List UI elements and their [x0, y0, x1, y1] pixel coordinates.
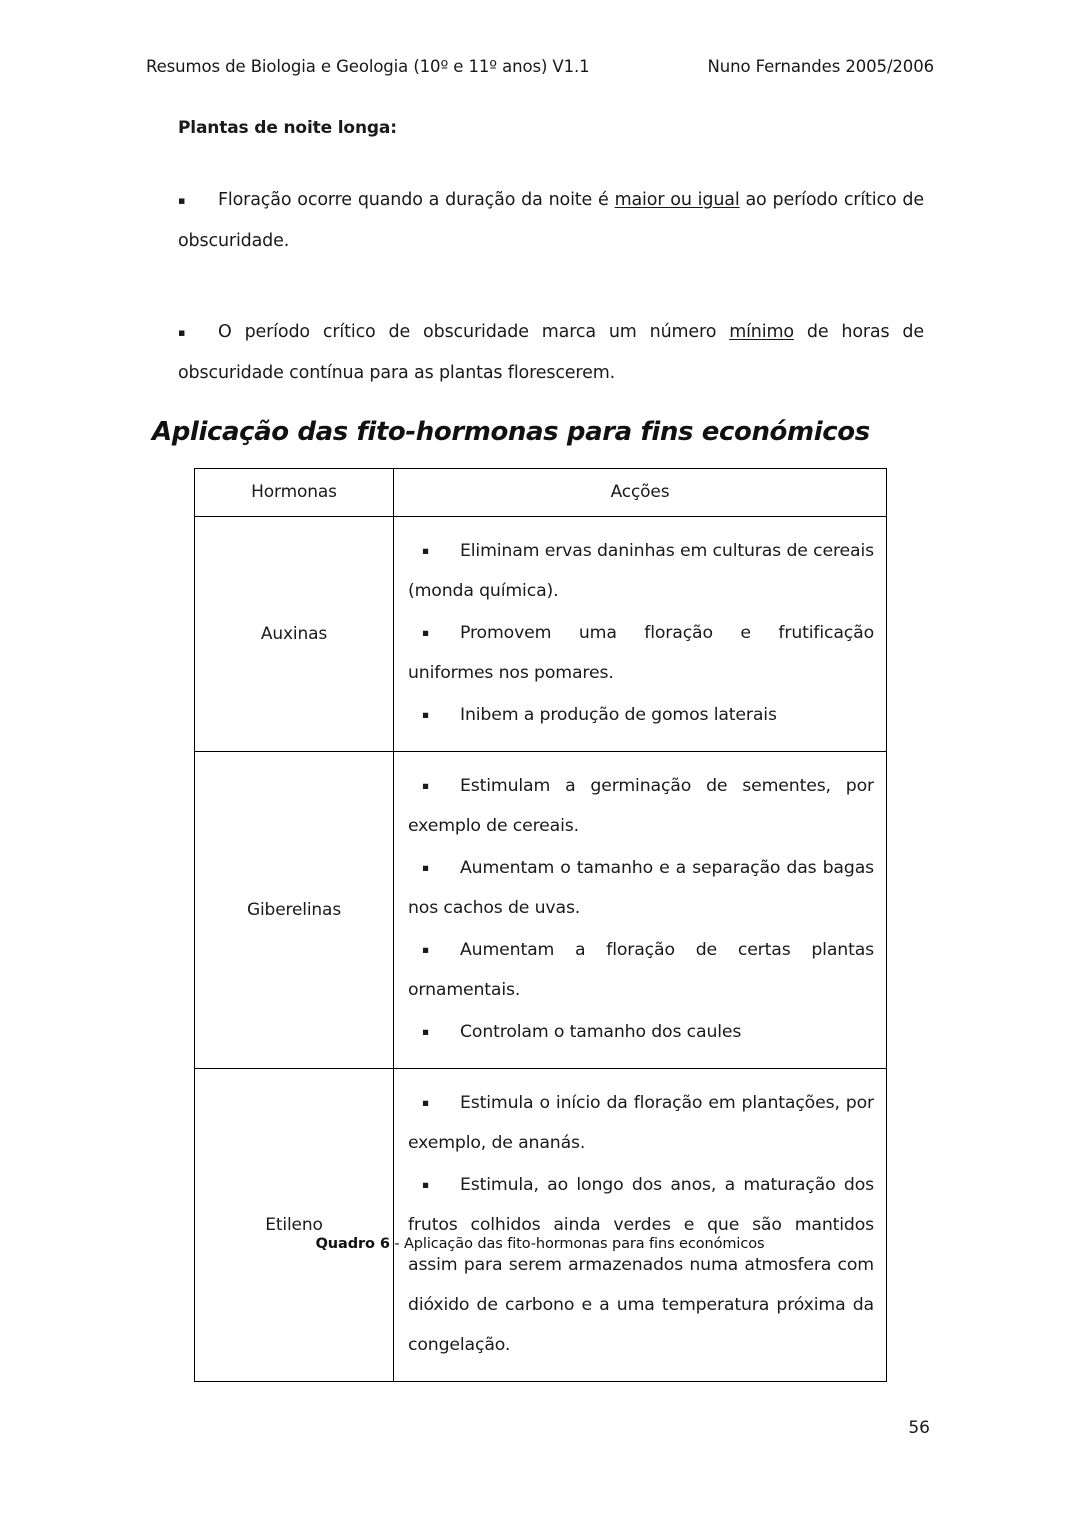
square-bullet-icon: ▪	[422, 627, 429, 639]
bullet-1-post: ao período crítico de obscuridade.	[178, 190, 924, 251]
action-item-text: Promovem uma floração e frutificação uniformes nos pomares.	[408, 623, 874, 683]
caption-text: Aplicação das fito-hormonas para fins económicos	[403, 1236, 765, 1252]
square-bullet-icon: ▪	[422, 709, 429, 721]
body-bullet-1	[178, 180, 924, 262]
action-item	[408, 695, 874, 735]
action-item	[408, 1083, 874, 1163]
bullet-1-underlined: maior ou igual	[614, 190, 740, 210]
action-item-text: Estimula o início da floração em plantações, por exemplo, de ananás.	[408, 1093, 874, 1153]
page-number: 56	[908, 1418, 930, 1438]
action-item	[408, 613, 874, 693]
running-header	[146, 57, 934, 76]
table-row	[195, 1069, 887, 1382]
square-bullet-icon: ▪	[422, 1097, 429, 1109]
action-item-text: Estimulam a germinação de sementes, por exemplo de cereais.	[408, 776, 874, 836]
caption-label: Quadro 6	[315, 1236, 390, 1252]
table-row	[195, 752, 887, 1069]
table-row	[195, 517, 887, 752]
square-bullet-icon: ▪	[422, 780, 429, 792]
header-left-text: Resumos de Biologia e Geologia (10º e 11º anos) V1.1	[146, 57, 590, 76]
square-bullet-icon: ▪	[178, 326, 186, 339]
action-item-text: Eliminam ervas daninhas em culturas de cereais (monda química).	[408, 541, 874, 601]
square-bullet-icon: ▪	[422, 862, 429, 874]
bullet-2-underlined: mínimo	[729, 322, 794, 342]
hormone-name-auxinas: Auxinas	[195, 517, 394, 752]
actions-cell-etileno	[394, 1069, 887, 1382]
square-bullet-icon: ▪	[422, 545, 429, 557]
body-bullet-2	[178, 312, 924, 394]
action-item	[408, 766, 874, 846]
column-header-hormonas: Hormonas	[195, 469, 394, 517]
body-content	[178, 118, 924, 394]
table-header-row	[195, 469, 887, 517]
table-caption	[0, 1236, 1080, 1252]
bullet-2-post: de horas de obscuridade contínua para as plantas florescerem.	[178, 322, 924, 383]
caption-separator: -	[389, 1236, 404, 1252]
action-item	[408, 1165, 874, 1365]
actions-cell-auxinas	[394, 517, 887, 752]
section-title: Aplicação das fito-hormonas para fins económicos	[152, 416, 870, 447]
header-right-text: Nuno Fernandes 2005/2006	[707, 57, 934, 76]
action-item	[408, 930, 874, 1010]
bullet-1-pre: Floração ocorre quando a duração da noite é	[218, 190, 615, 210]
square-bullet-icon: ▪	[178, 194, 186, 207]
square-bullet-icon: ▪	[422, 944, 429, 956]
action-item	[408, 531, 874, 611]
column-header-accoes: Acções	[394, 469, 887, 517]
bullet-2-pre: O período crítico de obscuridade marca um número	[218, 322, 730, 342]
action-item	[408, 1012, 874, 1052]
action-item-text: Aumentam o tamanho e a separação das bagas nos cachos de uvas.	[408, 858, 874, 918]
action-item-text: Estimula, ao longo dos anos, a maturação dos frutos colhidos ainda verdes e que são mantidos assim para serem armazenados numa atmosfera com dióxido de carbono e a uma temperatura próxima da congelação.	[408, 1175, 874, 1355]
action-item-text: Controlam o tamanho dos caules	[460, 1022, 742, 1042]
square-bullet-icon: ▪	[422, 1026, 429, 1038]
square-bullet-icon: ▪	[422, 1179, 429, 1191]
action-item-text: Inibem a produção de gomos laterais	[460, 705, 777, 725]
subheading: Plantas de noite longa:	[178, 118, 397, 138]
body-bullet-1-text	[178, 180, 924, 262]
body-bullet-2-text	[178, 312, 924, 394]
hormone-name-etileno: Etileno	[195, 1069, 394, 1382]
actions-cell-giberelinas	[394, 752, 887, 1069]
action-item-text: Aumentam a floração de certas plantas ornamentais.	[408, 940, 874, 1000]
action-item	[408, 848, 874, 928]
hormone-name-giberelinas: Giberelinas	[195, 752, 394, 1069]
